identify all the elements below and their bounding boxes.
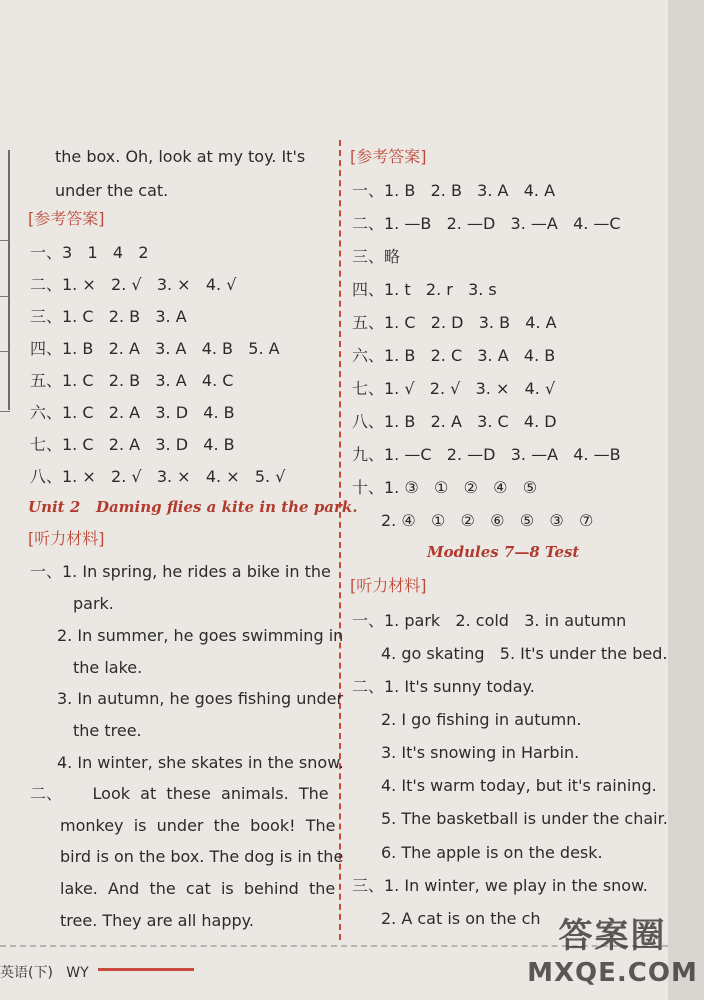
answer-key-heading: [参考答案]	[28, 209, 105, 228]
answer-line: 一、1. B 2. B 3. A 4. A	[352, 181, 556, 200]
text-line: monkey is under the book! The	[60, 816, 336, 835]
text-line: the box. Oh, look at my toy. It's	[55, 147, 306, 166]
footer-accent-bar	[98, 968, 194, 971]
left-table-fragment	[0, 240, 10, 412]
text-line: 4. It's warm today, but it's raining.	[381, 776, 657, 795]
answer-line: 九、1. —C 2. —D 3. —A 4. —B	[352, 445, 621, 464]
answer-line: 四、1. B 2. A 3. A 4. B 5. A	[30, 339, 280, 358]
answer-line: 八、1. × 2. √ 3. × 4. × 5. √	[30, 467, 286, 486]
answer-line: 六、1. C 2. A 3. D 4. B	[30, 403, 235, 422]
answer-line: 十、1. ③ ① ② ④ ⑤	[352, 478, 538, 497]
answer-line: 四、1. t 2. r 3. s	[352, 280, 497, 299]
unit-title: Unit 2 Daming flies a kite in the park.	[28, 498, 358, 516]
column-divider	[339, 140, 341, 940]
text-line: 一、1. In spring, he rides a bike in the	[30, 562, 331, 581]
text-line: 二、1. It's sunny today.	[352, 677, 535, 696]
text-line: the tree.	[73, 721, 142, 740]
text-line: lake. And the cat is behind the	[60, 879, 336, 898]
watermark-line2: MXQE.COM	[527, 958, 698, 988]
answer-line: 八、1. B 2. A 3. C 4. D	[352, 412, 557, 431]
answer-line: 二、1. × 2. √ 3. × 4. √	[30, 275, 237, 294]
text-line: 6. The apple is on the desk.	[381, 843, 603, 862]
answer-line: 一、3 1 4 2	[30, 243, 149, 262]
text-line: 3. In autumn, he goes fishing under	[57, 689, 344, 708]
answer-line: 二、1. —B 2. —D 3. —A 4. —C	[352, 214, 621, 233]
text-line: park.	[73, 594, 114, 613]
footer-label: 英语(下) WY	[0, 965, 89, 981]
answer-line: 五、1. C 2. D 3. B 4. A	[352, 313, 557, 332]
watermark-logo	[525, 908, 700, 1000]
text-line: 4. In winter, she skates in the snow.	[57, 753, 344, 772]
listening-heading: [听力材料]	[350, 576, 427, 595]
page-edge	[668, 0, 704, 1000]
answer-line: 三、1. C 2. B 3. A	[30, 307, 187, 326]
text-line: 一、1. park 2. cold 3. in autumn	[352, 611, 627, 630]
answer-key-heading: [参考答案]	[350, 147, 427, 166]
answer-line: 五、1. C 2. B 3. A 4. C	[30, 371, 234, 390]
watermark-line1: 答案圈	[558, 916, 667, 956]
text-line: 2. A cat is on the ch	[381, 909, 541, 928]
answer-line: 三、略	[352, 247, 401, 266]
text-line: 4. go skating 5. It's under the bed.	[381, 644, 668, 663]
text-line: 5. The basketball is under the chair.	[381, 809, 668, 828]
text-line: the lake.	[73, 658, 143, 677]
answer-line: 七、1. C 2. A 3. D 4. B	[30, 435, 235, 454]
text-line: 2. In summer, he goes swimming in	[57, 626, 344, 645]
text-line: 3. It's snowing in Harbin.	[381, 743, 580, 762]
listening-heading: [听力材料]	[28, 529, 105, 548]
text-line: 二、 Look at these animals. The	[30, 784, 329, 803]
text-line: under the cat.	[55, 181, 169, 200]
text-line: bird is on the box. The dog is in the	[60, 847, 344, 866]
text-line: 三、1. In winter, we play in the snow.	[352, 876, 648, 895]
text-line: 2. I go fishing in autumn.	[381, 710, 582, 729]
answer-line: 七、1. √ 2. √ 3. × 4. √	[352, 379, 556, 398]
answer-line: 2. ④ ① ② ⑥ ⑤ ③ ⑦	[381, 511, 594, 530]
answer-line: 六、1. B 2. C 3. A 4. B	[352, 346, 556, 365]
text-line: tree. They are all happy.	[60, 911, 254, 930]
test-title: Modules 7—8 Test	[427, 543, 580, 561]
